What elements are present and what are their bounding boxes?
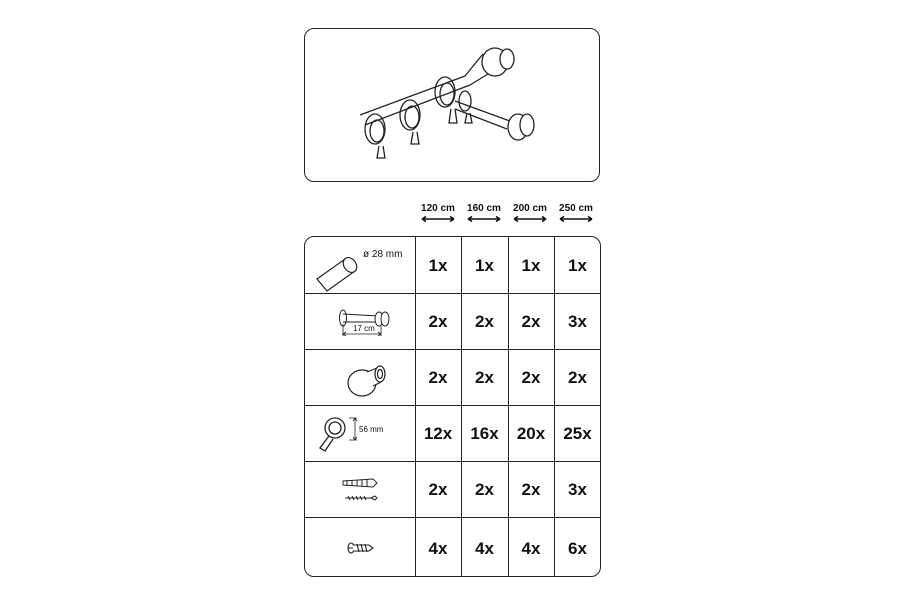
quantity-cell: 1x: [475, 256, 494, 275]
product-illustration-panel: [304, 28, 600, 182]
quantity-cell: 16x: [470, 424, 499, 443]
quantity-cell: 3x: [568, 480, 587, 499]
quantity-cell: 2x: [475, 368, 494, 387]
dowel-screw-cell: [305, 462, 415, 518]
small-screw-cell: [305, 518, 415, 577]
size-label: 250 cm: [559, 203, 593, 214]
quantity-cell: 2x: [568, 368, 587, 387]
quantity-cell: 4x: [475, 538, 494, 558]
rod-cell: [305, 237, 415, 293]
quantity-cell: 1x: [521, 256, 541, 275]
quantity-cell: 20x: [516, 424, 546, 443]
bracket-length-label: 17 cm: [353, 324, 375, 333]
ring-cell: [305, 406, 415, 462]
size-label: 200 cm: [513, 203, 547, 214]
rod-diameter-label: ø 28 mm: [363, 249, 403, 260]
ring-icon: [305, 406, 415, 462]
quantity-cell: 2x: [475, 480, 494, 499]
size-label: 120 cm: [421, 203, 455, 214]
ring-size-label: 56 mm: [359, 425, 384, 434]
quantity-cell: 6x: [568, 538, 587, 558]
quantity-cell: 2x: [428, 312, 448, 331]
double-arrow-icon: [559, 216, 593, 222]
quantity-cell: 1x: [568, 256, 587, 275]
quantity-cell: 2x: [521, 368, 541, 387]
quantity-cell: 25x: [563, 424, 592, 443]
curtain-rod-with-rings-icon: [305, 29, 601, 183]
quantity-cell: 2x: [428, 368, 448, 387]
quantity-cell: 3x: [568, 312, 587, 331]
bracket-cell: [305, 294, 415, 350]
double-arrow-icon: [467, 216, 501, 222]
double-arrow-icon: [421, 216, 455, 222]
rod-icon: [305, 237, 415, 293]
size-header-200: [507, 203, 553, 222]
quantity-cell: 2x: [475, 312, 494, 331]
double-arrow-icon: [513, 216, 547, 222]
size-label: 160 cm: [467, 203, 501, 214]
size-header-160: [461, 203, 507, 222]
quantity-cell: 2x: [428, 480, 448, 499]
quantity-cell: 2x: [521, 480, 541, 499]
small-screw-icon: [305, 518, 415, 577]
quantity-cell: 2x: [521, 312, 541, 331]
size-header-120: [415, 203, 461, 222]
quantity-cell: 4x: [428, 538, 448, 558]
bracket-icon: [305, 294, 415, 350]
parts-table: [304, 236, 601, 577]
finial-icon: [305, 350, 415, 406]
size-header-250: [553, 203, 599, 222]
quantity-cell: 12x: [423, 424, 453, 443]
finial-cell: [305, 350, 415, 406]
quantity-cell: 4x: [521, 538, 541, 558]
quantity-cell: 1x: [428, 256, 448, 275]
dowel-and-screw-icon: [305, 462, 415, 518]
